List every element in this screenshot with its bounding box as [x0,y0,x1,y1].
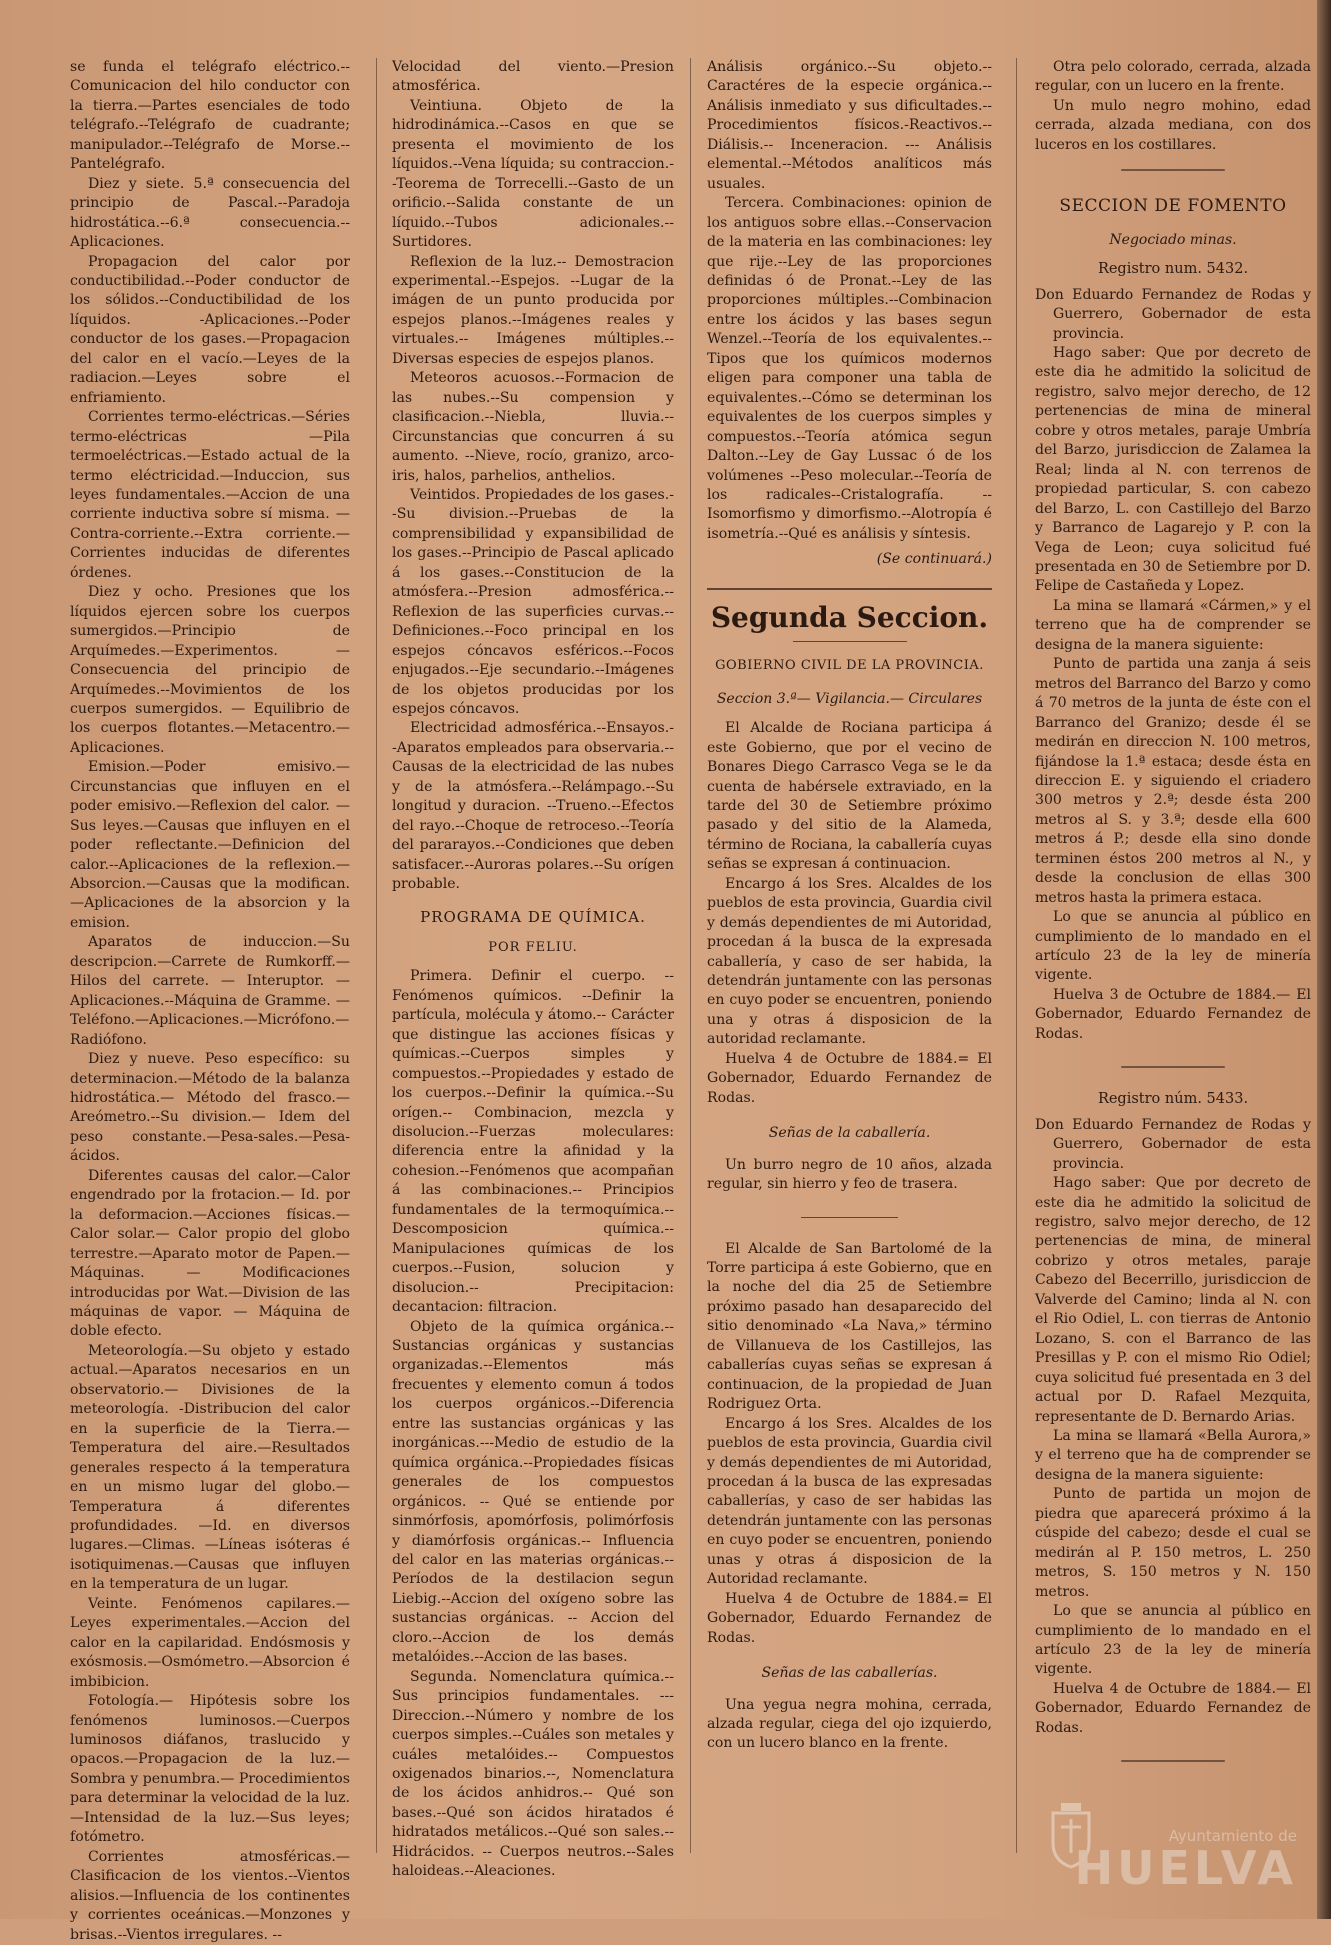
paragraph: Aparatos de induccion.—Su descripcion.—Carrete de Rumkorff.—Hilos del carrete. — Interuptor. — Aplicaciones.--Máquina de Gramme. —Teléfono.—Aplicaciones.—Micrófono.—Radiófono. [70,934,350,1048]
paragraph: se funda el telégrafo eléctrico.--Comunicacion del hilo conductor con la tierra.—Partes esenciales de todo telégrafo.--Telégrafo de cuadrante; manipulador.--Telégrafo de Morse.--Pantelégrafo. [70,59,350,173]
section-rule [707,588,992,590]
paragraph: Don Eduardo Fernandez de Rodas y Guerrero, Gobernador de esta provincia. [1035,1116,1311,1172]
column-divider [376,58,377,1853]
paragraph: Meteorología.—Su objeto y estado actual.—Aparatos necesarios en un observatorio.— Divisiones de la meteorología. -Distribucion del calor en la superficie de la Tierra.— Temperatura del aire.—Resultados generales respecto á la temperatura en un mismo lugar del globo.—Temperatura á diferentes profundidades. —Id. en diversos lugares.—Climas. —Líneas isóteras é isotiquimenas.—Causas que influyen en la temperatura de un lugar. [70,1342,350,1593]
paragraph: Diez y ocho. Presiones que los líquidos ejercen sobre los cuerpos sumergidos.—Principio de Arquímedes.—Experimentos. — Consecuencia del principio de Arquímedes.--Movimientos de los cuerpos sumergidos. — Equilibrio de los cuerpos flotantes.—Metacentro.—Aplicaciones. [70,584,350,756]
paragraph: Otra pelo colorado, cerrada, alzada regular, con un lucero en la frente. [1035,59,1311,95]
paragraph: El Alcalde de Rociana participa á este Gobierno, que por el vecino de Bonares Diego Carrasco Vega se le da cuenta de habérsele extraviado, en la tarde del 30 de Setiembre próximo pasado y del sitio de la Alameda, término de Rociana, la caballería cuyas señas se expresan á continuacion. [707,720,992,873]
section-heading: Segunda Seccion. [710,600,989,634]
paragraph: Segunda. Nomenclatura química.--Sus principios fundamentales. ---Direccion.--Número y nombre de los cuerpos simples.--Cuáles son metales y cuáles metalóides.-- Compuestos oxigenados binarios.--, Nomenclatura de los ácidos anhidros.-- Qué son bases.--Qué son ácidos hiratados é hidratados metálicos.--Qué son sales.--Hidrácidos. -- Cuerpos neutros.--Sales haloideas.--Aleaciones. [392,1668,674,1880]
government-heading: GOBIERNO CIVIL DE LA PROVINCIA. [715,658,984,674]
to-be-continued: (Se continuará.) [876,551,992,568]
column-3 [707,58,992,1848]
paragraph: Meteoros acuosos.--Formacion de las nubes.--Su compension y clasificacion.--Niebla, lluvia.-- Circunstancias que concurren á su aumento. --Nieve, rocío, granizo, arco-iris, halos, parhelios, anthelios. [392,370,674,484]
paragraph: Diferentes causas del calor.—Calor engendrado por la frotacion.— Id. por la deformacion.—Acciones físicas.—Calor solar.— Calor propio del globo terrestre.—Aparato motor de Papen.—Máquinas. — Modificaciones introducidas por Wat.—Division de las máquinas de vapor. — Máquina de doble efecto. [70,1167,350,1340]
short-rule [1121,169,1226,171]
registro-heading: Registro núm. 5433. [1097,1091,1249,1108]
paragraph: Tercera. Combinaciones: opinion de los antiguos sobre ellas.--Conservacion de la materia en las combinaciones: ley que rije.--Ley de las proporciones definidas ó de Pronat.--Ley de las proporciones múltiples.--Combinacion entre los ácidos y las bases segun Wenzel.--Teoría de los equivalentes.--Tipos que los químicos modernos eligen para componer una tabla de equivalentes.--Cómo se determinan los equivalentes de los cuerpos simples y compuestos.--Teoría atómica segun Dalton.--Ley de Gay Lussac ó de los volúmenes --Peso molecular.--Teoría de los radicales--Cristalografía. --Isomorfismo y dimorfismo.--Alotropía é isometría.--Qué es análisis y síntesis. [707,195,992,542]
archive-watermark [1047,1791,1297,1901]
short-rule [801,1217,898,1218]
paragraph: Lo que se anuncia al público en cumplimiento de lo mandado en el artículo 23 de la ley de minería vigente. [1035,1603,1311,1678]
program-title: PROGRAMA DE QUÍMICA. [420,908,646,927]
paragraph: Velocidad del viento.—Presion atmosférica. [392,59,674,95]
paragraph: Veintiuna. Objeto de la hidrodinámica.--Casos en que se presenta el movimiento de los líquidos.--Vena líquida; su contraccion.--Teorema de Torrecelli.--Gasto de un orificio.--Salida constante de un líquido.--Tubos adicionales.--Surtidores. [392,97,674,251]
paragraph: Objeto de la química orgánica.-- Sustancias orgánicas y sustancias organizadas.--Elementos más frecuentes y elemento comun á todos los cuerpos orgánicos.--Diferencia entre las sustancias orgánicas y las inorgánicas.---Medio de estudio de la química orgánica.--Propiedades físicas generales de los compuestos orgánicos. -- Qué se entiende por sinmórfosis, apomórfosis, polimórfosis y diamórfosis orgánicas.-- Influencia del calor en las materias orgánicas.--Períodos de la destilacion segun Liebig.--Accion del oxígeno sobre las sustancias orgánicas. -- Accion del cloro.--Accion de los demás metalóides.--Accion de las bases. [392,1318,674,1666]
paragraph: Don Eduardo Fernandez de Rodas y Guerrero, Gobernador de esta provincia. [1035,286,1311,342]
paragraph: Corrientes atmosféricas.—Clasificacion de los vientos.--Vientos alisios.—Influencia de los continentes y corrientes oceánicas.—Monzones y brisas.--Vientos irregulares. -- [70,1848,350,1943]
paragraph: Emision.—Poder emisivo.—Circunstancias que influyen en el poder emisivo.—Reflexion del calor. —Sus leyes.—Causas que influyen en el poder reflectante.—Definicion del calor.--Aplicaciones de la reflexion.—Absorcion.—Causas que la modifican.—Aplicaciones de la absorcion y la emision. [70,759,350,931]
senas-heading: Señas de las caballerías. [761,1665,938,1682]
short-rule [793,641,907,642]
watermark-line2: HUELVA [1074,1841,1297,1895]
column-1 [70,58,350,1943]
paragraph: Huelva 4 de Octubre de 1884.= El Gobernador, Eduardo Fernandez de Rodas. [707,1590,992,1646]
page-edge [1317,0,1331,1919]
column-divider [1016,58,1017,1853]
paragraph: La mina se llamará «Cármen,» y el terreno que ha de comprender se designa de la manera siguiente: [1035,597,1311,653]
paragraph: Análisis orgánico.--Su objeto.-- Caractéres de la especie orgánica.-- Análisis inmediato y sus dificultades.--Procedimientos físicos.-Reactivos.--Diálisis.-- Inceneracion. --- Análisis elemental.--Métodos analíticos más usuales. [707,59,992,192]
paragraph: Lo que se anuncia al público en cumplimiento de lo mandado en el artículo 23 de la ley de minería vigente. [1035,909,1311,984]
paragraph: Una yegua negra mohina, cerrada, alzada regular, ciega del ojo izquierdo, con un lucero blanco en la frente. [707,1696,992,1752]
paragraph: Propagacion del calor por conductibilidad.--Poder conductor de los sólidos.--Conductibilidad de los líquidos. -Aplicaciones.--Poder conductor de los gases.—Propagacion del calor en el vacío.—Leyes de la radiacion.—Leyes sobre el enfriamiento. [70,253,350,406]
paragraph: Punto de partida una zanja á seis metros del Barranco del Barzo y como á 70 metros de la junta de éste con el Barranco del Granizo; desde él se medirán en direccion N. 100 metros, fijándose la 1.ª estaca; desde ésta en direccion E. y siguiendo el criadero 300 metros y 2.ª; desde ésta 200 metros al S. y 3.ª; desde ella 600 metros á P.; desde ella sino donde terminen éstos 200 metros al N., y desde la conclusion de ellas 300 metros hasta la primera estaca. [1035,656,1311,906]
paragraph: Diez y siete. 5.ª consecuencia del principio de Pascal.--Paradoja hidrostática.--6.ª consecuencia.--Aplicaciones. [70,175,350,251]
paragraph: Diez y nueve. Peso específico: su determinacion.—Método de la balanza hidrostática.— Método del frasco.—Areómetro.--Su division.— Idem del peso constante.—Pesa-sales.—Pesa-ácidos. [70,1051,350,1165]
paragraph: Un mulo negro mohino, edad cerrada, alzada mediana, con dos luceros en los costillares. [1035,97,1311,153]
paragraph: Corrientes termo-eléctricas.—Séries termo-eléctricas —Pila termoeléctricas.—Estado actual de la termo eléctricidad.—Induccion, sus leyes fundamentales.—Accion de una corriente inductiva sobre sí misma. —Contra-corriente.--Extra corriente.—Corrientes inducidas de diferentes órdenes. [70,409,350,581]
paragraph: Encargo á los Sres. Alcaldes de los pueblos de esta provincia, Guardia civil y demás dependientes de mi Autoridad, procedan á la busca de las expresadas caballerías, y caso de ser habidas las detendrán juntamente con las personas en cuyo poder se encuentren, poniendo unas y otras á disposicion de la Autoridad reclamante. [707,1415,992,1588]
paragraph: La mina se llamará «Bella Aurora,» y el terreno que ha de comprender se designa de la manera siguiente: [1035,1428,1311,1483]
paragraph: Electricidad admosférica.--Ensayos.--Aparatos empleados para observaria.--Causas de la electricidad de las nubes y de la atmósfera.--Relámpago.--Su longitud y duracion. --Trueno.--Efectos del rayo.--Choque de retroceso.--Teoría del pararayos.--Condiciones que deben satisfacer.--Auroras polares.--Su orígen probable. [392,720,674,893]
paragraph: Fotología.— Hipótesis sobre los fenómenos luminosos.—Cuerpos luminosos diáfanos, traslucido y opacos.—Propagacion de la luz.—Sombra y penumbra.— Procedimientos para determinar la velocidad de la luz.—Intensidad de la luz.—Sus leyes; fotómetro. [70,1693,350,1846]
paragraph: Huelva 3 de Octubre de 1884.— El Gobernador, Eduardo Fernandez de Rodas. [1035,986,1311,1042]
paragraph: Reflexion de la luz.-- Demostracion experimental.--Espejos. --Lugar de la imágen de un punto producida por espejos planos.--Imágenes reales y virtuales.-- Imágenes múltiples.--Diversas especies de espejos planos. [392,253,674,367]
paragraph: Huelva 4 de Octubre de 1884.— El Gobernador, Eduardo Fernandez de Rodas. [1035,1680,1311,1736]
column-4 [1035,58,1311,1848]
program-author: POR FELIU. [488,939,578,955]
short-rule [1121,1760,1226,1762]
paragraph: Hago saber: Que por decreto de este dia he admitido la solicitud de registro, salvo mejor derecho, de 12 pertenencias de mina de mineral cobre y otros metales, paraje Umbría del Barzo, jurisdiccion de Zalamea la Real; linda al N. con terrenos de propiedad particular, S. con cabezo del Barzo, L. con Castillejo del Barzo y Barranco de Lagarejo y P. con la Vega de Leon; cuya solicitud fué presentada en 30 de Setiembre por D. Felipe de Castañeda y Lopez. [1035,344,1311,595]
column-divider [690,58,691,1853]
paragraph: Encargo á los Sres. Alcaldes de los pueblos de esta provincia, Guardia civil y demás dependientes de mi Autoridad, procedan á la busca de la expresada caballería, y caso de ser habida, la detendrán juntamente con las personas en cuyo poder se encuentren, poniendo una y otras á disposicion de la autoridad reclamante. [707,875,992,1048]
paragraph: Un burro negro de 10 años, alzada regular, sin hierro y feo de trasera. [707,1156,992,1193]
circulares-heading: Seccion 3.ª— Vigilancia.— Circulares [716,690,983,707]
paragraph: Punto de partida un mojon de piedra que aparecerá próximo á la cúspide del cabezo; desde el cual se medirán al P. 150 metros, L. 250 metros, S. 150 metros y N. 150 metros. [1035,1486,1311,1600]
registro-heading: Registro num. 5432. [1097,261,1249,278]
paragraph: Hago saber: Que por decreto de este dia he admitido la solicitud de registro, salvo mejor derecho, de 12 pertenencias de mina, de mineral cobrizo y otros metales, paraje Cabezo del Becerrillo, jurisdiccion de Valverde del Camino; linda al N. con el Rio Odiel, L. con tierras de Antonio Lozano, S. con el Barranco de las Presillas y P. con el mismo Rio Odiel; cuya solicitud fué presentada en 3 del actual por D. Rafael Mezquita, representante de D. Bernardo Arias. [1035,1175,1311,1425]
fomento-heading: SECCION DE FOMENTO [1059,196,1287,217]
column-2 [392,58,674,1880]
paragraph: Primera. Definir el cuerpo. -- Fenómenos químicos. --Definir la partícula, molécula y átomo.-- Carácter que distingue las acciones físicas y químicas.--Cuerpos simples y compuestos.--Propiedades y estado de los cuerpos.--Definir la química.--Su orígen.-- Combinacion, mezcla y disolucion.--Fuerzas moleculares: diferencia entre la afinidad y la cohesion.--Fenómenos que acompañan á las combinaciones.-- Principios fundamentales de la termoquímica.--Descomposicion química.--Manipulaciones químicas de los cuerpos.--Fusion, solucion y disolucion.-- Precipitacion: decantacion: filtracion. [392,968,674,1316]
watermark-line1: Ayuntamiento de [1168,1827,1297,1845]
paragraph: Veintidos. Propiedades de los gases.--Su division.--Pruebas de la comprensibilidad y expansibilidad de los gases.--Principio de Pascal aplicado á los gases.--Constitucion de la atmósfera.--Presion admosférica.--Reflexion de las superficies curvas.--Definiciones.--Foco principal en los espejos cóncavos esféricos.--Focos enjugados.--Eje secundario.--Imágenes de los objetos producidas por los espejos cóncavos. [392,486,674,717]
senas-heading: Señas de la caballería. [768,1125,931,1142]
negociado-heading: Negociado minas. [1109,231,1237,248]
paragraph: Veinte. Fenómenos capilares.— Leyes experimentales.—Accion del calor en la capilaridad. Endósmosis y exósmosis.—Osmómetro.—Absorcion é imbibicion. [70,1595,350,1690]
paragraph: El Alcalde de San Bartolomé de la Torre participa á este Gobierno, que en la noche del dia 25 de Setiembre próximo pasado han desaparecido del sitio denominado «La Nava,» término de Villanueva de los Castillejos, las caballerías cuyas señas se expresan á continuacion, de la propiedad de Juan Rodriguez Orta. [707,1240,992,1413]
short-rule [1121,1066,1226,1068]
paragraph: Huelva 4 de Octubre de 1884.= El Gobernador, Eduardo Fernandez de Rodas. [707,1050,992,1106]
